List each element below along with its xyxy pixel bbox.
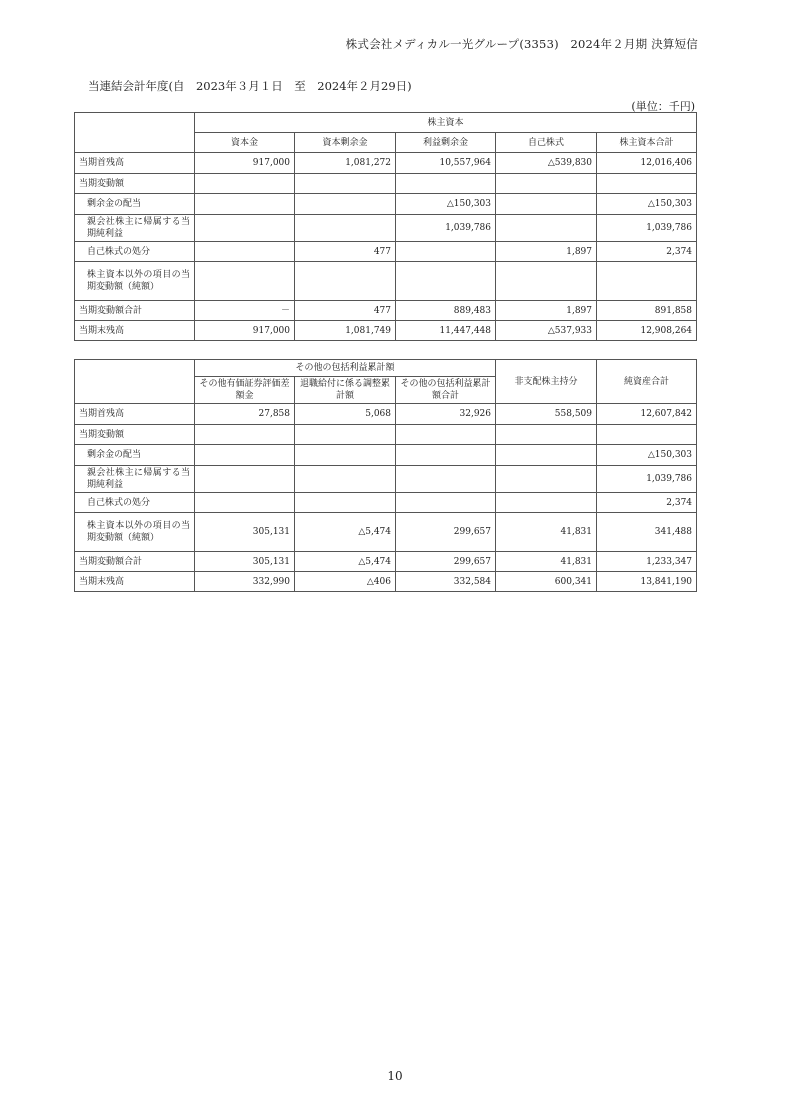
value-cell: 305,131 (195, 513, 295, 552)
group-header: その他の包括利益累計額 (195, 360, 496, 377)
value-cell (295, 215, 396, 242)
row-label: 親会社株主に帰属する当期純利益 (75, 466, 195, 493)
row-label: 当期首残高 (75, 404, 195, 425)
group-header: 株主資本 (195, 113, 697, 133)
value-cell: 299,657 (396, 513, 496, 552)
value-cell: 1,039,786 (597, 466, 697, 493)
period-title: 当連結会計年度(自 2023年３月１日 至 2024年２月29日) (88, 79, 412, 93)
value-cell: 12,908,264 (597, 321, 697, 341)
value-cell: △150,303 (597, 445, 697, 466)
corner-cell (75, 360, 195, 404)
value-cell: 13,841,190 (597, 572, 697, 592)
row-label: 当期変動額合計 (75, 552, 195, 572)
value-cell: 2,374 (597, 493, 697, 513)
unit-label: (単位：千円) (631, 100, 695, 113)
value-cell (195, 194, 295, 215)
column-header: 退職給付に係る調整累計額 (295, 377, 396, 404)
table-row (75, 321, 697, 341)
value-cell (597, 262, 697, 301)
value-cell: 891,858 (597, 301, 697, 321)
value-cell: 12,016,406 (597, 153, 697, 174)
value-cell (295, 194, 396, 215)
table-row (75, 262, 697, 301)
row-label: 剰余金の配当 (75, 194, 195, 215)
value-cell (396, 445, 496, 466)
column-header: 自己株式 (496, 133, 597, 153)
value-cell: 305,131 (195, 552, 295, 572)
value-cell: 10,557,964 (396, 153, 496, 174)
value-cell: 27,858 (195, 404, 295, 425)
value-cell: 1,897 (496, 242, 597, 262)
table-row (75, 153, 697, 174)
value-cell: △150,303 (597, 194, 697, 215)
value-cell: 558,509 (496, 404, 597, 425)
value-cell: 299,657 (396, 552, 496, 572)
value-cell (295, 262, 396, 301)
value-cell (295, 174, 396, 194)
table-row (75, 215, 697, 242)
table-row (75, 493, 697, 513)
value-cell (396, 425, 496, 445)
value-cell: 1,233,347 (597, 552, 697, 572)
table-row (75, 425, 697, 445)
value-cell: 332,584 (396, 572, 496, 592)
value-cell (496, 174, 597, 194)
value-cell: 1,081,749 (295, 321, 396, 341)
value-cell (396, 174, 496, 194)
table-row (75, 466, 697, 493)
value-cell (496, 194, 597, 215)
value-cell (396, 493, 496, 513)
row-label: 当期末残高 (75, 572, 195, 592)
value-cell (195, 493, 295, 513)
corner-cell (75, 113, 195, 153)
column-header: その他有価証券評価差額金 (195, 377, 295, 404)
value-cell: 1,081,272 (295, 153, 396, 174)
value-cell: △539,830 (496, 153, 597, 174)
value-cell (295, 493, 396, 513)
row-label: 株主資本以外の項目の当期変動額（純額） (75, 513, 195, 552)
value-cell: 917,000 (195, 153, 295, 174)
table-row (75, 301, 697, 321)
value-cell (195, 215, 295, 242)
value-cell: △406 (295, 572, 396, 592)
value-cell: △150,303 (396, 194, 496, 215)
row-label: 当期変動額合計 (75, 301, 195, 321)
row-label: 当期変動額 (75, 425, 195, 445)
column-header: 資本金 (195, 133, 295, 153)
column-header: 株主資本合計 (597, 133, 697, 153)
table-row (75, 404, 697, 425)
column-header: 純資産合計 (597, 360, 697, 404)
row-label: 株主資本以外の項目の当期変動額（純額） (75, 262, 195, 301)
value-cell (496, 425, 597, 445)
value-cell (295, 466, 396, 493)
row-label: 自己株式の処分 (75, 242, 195, 262)
value-cell: 41,831 (496, 552, 597, 572)
value-cell: 477 (295, 301, 396, 321)
column-header: 利益剰余金 (396, 133, 496, 153)
value-cell: 5,068 (295, 404, 396, 425)
value-cell: 332,990 (195, 572, 295, 592)
table-row (75, 194, 697, 215)
value-cell: △5,474 (295, 552, 396, 572)
table-row (75, 174, 697, 194)
value-cell (496, 215, 597, 242)
table-row (75, 242, 697, 262)
value-cell: 41,831 (496, 513, 597, 552)
value-cell (396, 242, 496, 262)
value-cell (496, 262, 597, 301)
value-cell (195, 445, 295, 466)
column-header: 資本剰余金 (295, 133, 396, 153)
value-cell: － (195, 301, 295, 321)
value-cell: 917,000 (195, 321, 295, 341)
row-label: 剰余金の配当 (75, 445, 195, 466)
value-cell: 11,447,448 (396, 321, 496, 341)
table-row (75, 513, 697, 552)
value-cell: 341,488 (597, 513, 697, 552)
value-cell (195, 242, 295, 262)
value-cell (597, 425, 697, 445)
value-cell (496, 445, 597, 466)
value-cell: △537,933 (496, 321, 597, 341)
value-cell: 32,926 (396, 404, 496, 425)
column-header: その他の包括利益累計額合計 (396, 377, 496, 404)
comprehensive-income-table (74, 359, 697, 592)
table-row (75, 552, 697, 572)
row-label: 当期末残高 (75, 321, 195, 341)
row-label: 親会社株主に帰属する当期純利益 (75, 215, 195, 242)
page-number: 10 (387, 1069, 403, 1083)
value-cell (396, 466, 496, 493)
value-cell (195, 466, 295, 493)
value-cell (496, 493, 597, 513)
value-cell: 1,039,786 (597, 215, 697, 242)
value-cell (195, 174, 295, 194)
column-header: 非支配株主持分 (496, 360, 597, 404)
value-cell: 600,341 (496, 572, 597, 592)
value-cell (295, 425, 396, 445)
row-label: 自己株式の処分 (75, 493, 195, 513)
value-cell (396, 262, 496, 301)
table-row (75, 572, 697, 592)
value-cell: △5,474 (295, 513, 396, 552)
value-cell (195, 425, 295, 445)
shareholders-equity-table (74, 112, 697, 341)
value-cell (597, 174, 697, 194)
value-cell (496, 466, 597, 493)
value-cell (195, 262, 295, 301)
value-cell: 1,039,786 (396, 215, 496, 242)
value-cell: 477 (295, 242, 396, 262)
value-cell: 2,374 (597, 242, 697, 262)
value-cell: 12,607,842 (597, 404, 697, 425)
value-cell: 889,483 (396, 301, 496, 321)
document-header: 株式会社メディカル一光グループ(3353) 2024年２月期 決算短信 (345, 37, 698, 51)
row-label: 当期変動額 (75, 174, 195, 194)
table-row (75, 445, 697, 466)
value-cell: 1,897 (496, 301, 597, 321)
row-label: 当期首残高 (75, 153, 195, 174)
value-cell (295, 445, 396, 466)
